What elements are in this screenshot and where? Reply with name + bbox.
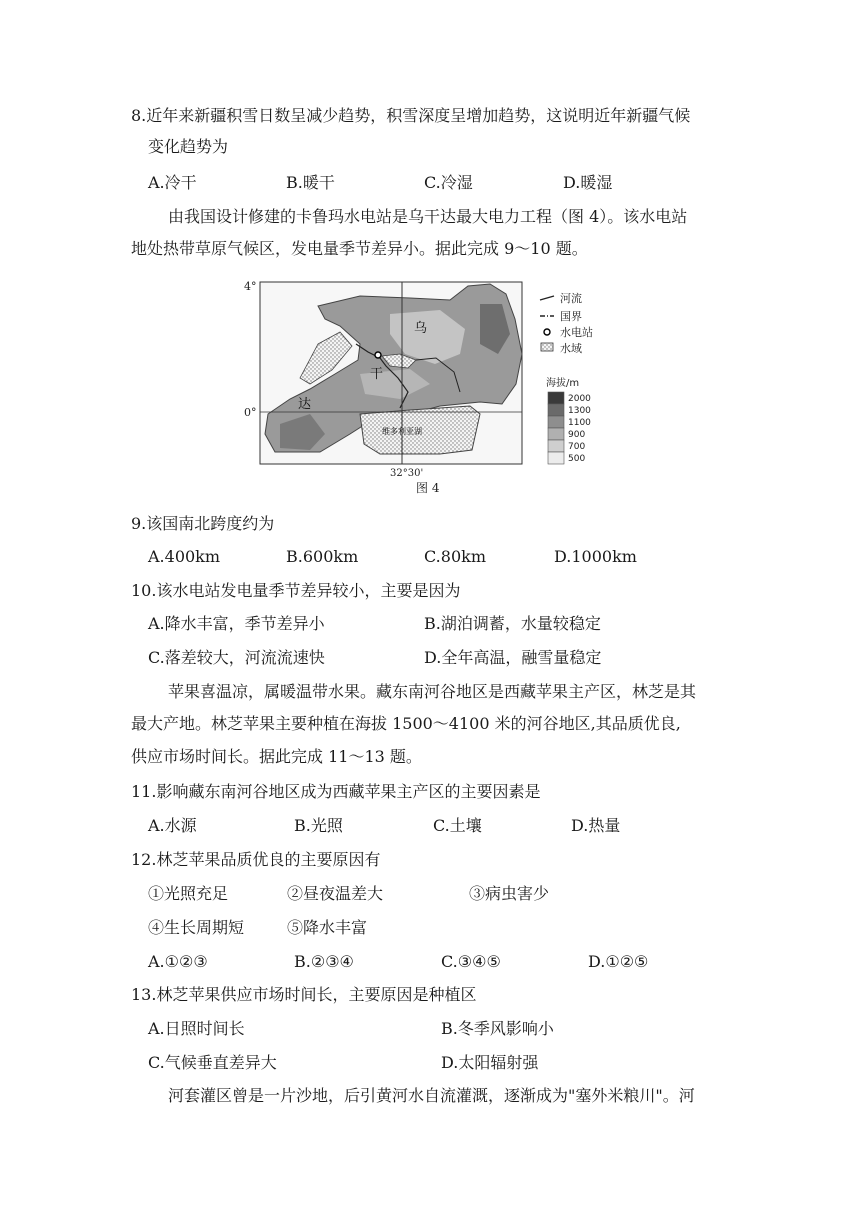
lon-label: 32°30': [390, 468, 424, 479]
elevation-scale: [548, 392, 591, 464]
elevation-value-label: 1100: [568, 418, 591, 428]
q10-stem: 10.该水电站发电量季节差异较小，主要是因为: [131, 581, 461, 600]
elevation-title: 海拔/m: [546, 378, 580, 389]
hydropower-station-marker: [375, 352, 381, 358]
lat-top-label: 4°: [244, 280, 257, 293]
q13-option-b: B.冬季风影响小: [441, 1019, 554, 1038]
q9-option-a: A.400km: [148, 547, 221, 566]
lake-victoria-label: 维多利亚湖: [382, 427, 422, 436]
map-legend: [540, 291, 593, 464]
lat-zero-label: 0°: [244, 406, 257, 419]
intro-11-13-line2: 最大产地。林芝苹果主要种植在海拔 1500～4100 米的河谷地区,其品质优良,: [131, 714, 681, 733]
q8-stem-line1: 8.近年来新疆积雪日数呈减少趋势，积雪深度呈增加趋势，这说明近年新疆气候: [131, 106, 691, 125]
q10-option-b: B.湖泊调蓄，水量较稳定: [424, 614, 601, 633]
q13-stem: 13.林芝苹果供应市场时间长，主要原因是种植区: [131, 985, 477, 1004]
q12-option-c: C.③④⑤: [441, 952, 501, 971]
country-char-2: 干: [370, 367, 384, 382]
intro-11-13-line3: 供应市场时间长。据此完成 11～13 题。: [131, 747, 422, 766]
q12-item-1: ①光照充足: [148, 884, 229, 903]
q9-option-c: C.80km: [424, 547, 486, 566]
legend-water: 水域: [560, 342, 582, 355]
q13-option-a: A.日照时间长: [148, 1019, 245, 1038]
q10-option-c: C.落差较大，河流流速快: [148, 648, 325, 667]
elevation-swatch: [548, 428, 564, 440]
elevation-value-label: 700: [568, 442, 586, 452]
q8-stem-line2: 变化趋势为: [148, 137, 229, 156]
q10-option-a: A.降水丰富，季节差异小: [148, 614, 325, 633]
elevation-swatch: [548, 404, 564, 416]
q8-option-c: C.冷湿: [424, 173, 473, 192]
q12-option-b: B.②③④: [294, 952, 354, 971]
q11-option-d: D.热量: [571, 816, 621, 835]
intro-next-line1: 河套灌区曾是一片沙地，后引黄河水自流灌溉，逐渐成为"塞外米粮川"。河: [168, 1086, 695, 1105]
q12-item-2: ②昼夜温差大: [287, 884, 384, 903]
q12-item-5: ⑤降水丰富: [287, 918, 368, 937]
q11-option-b: B.光照: [294, 816, 343, 835]
elevation-swatch: [548, 416, 564, 428]
elevation-swatch: [548, 440, 564, 452]
elevation-swatch: [548, 452, 564, 464]
elevation-value-label: 1300: [568, 406, 591, 416]
q12-option-a: A.①②③: [148, 952, 208, 971]
legend-border: 国界: [560, 310, 582, 323]
q12-stem: 12.林芝苹果品质优良的主要原因有: [131, 850, 381, 869]
q12-item-3: ③病虫害少: [469, 884, 550, 903]
q11-option-a: A.水源: [148, 816, 197, 835]
q9-option-b: B.600km: [286, 547, 359, 566]
q13-option-d: D.太阳辐射强: [441, 1053, 539, 1072]
intro-9-10-line1: 由我国设计修建的卡鲁玛水电站是乌干达最大电力工程（图 4）。该水电站: [168, 207, 688, 226]
q9-option-d: D.1000km: [554, 547, 637, 566]
country-char-3: 达: [298, 397, 312, 412]
elevation-value-label: 500: [568, 454, 586, 464]
q12-option-d: D.①②⑤: [588, 952, 649, 971]
legend-river: 河流: [560, 292, 582, 305]
intro-9-10-line2: 地处热带草原气候区，发电量季节差异小。据此完成 9～10 题。: [131, 239, 588, 258]
q13-option-c: C.气候垂直差异大: [148, 1053, 277, 1072]
elevation-value-label: 900: [568, 430, 586, 440]
figure-4-map: [240, 274, 620, 496]
figure-caption: 图 4: [416, 481, 440, 495]
q8-option-d: D.暖湿: [563, 173, 613, 192]
q11-stem: 11.影响藏东南河谷地区成为西藏苹果主产区的主要因素是: [131, 782, 541, 801]
q12-item-4: ④生长周期短: [148, 918, 245, 937]
q8-option-a: A.冷干: [148, 173, 197, 192]
legend-station: 水电站: [560, 326, 593, 339]
q9-stem: 9.该国南北跨度约为: [131, 514, 275, 533]
intro-11-13-line1: 苹果喜温凉，属暖温带水果。藏东南河谷地区是西藏苹果主产区，林芝是其: [168, 682, 697, 701]
q10-option-d: D.全年高温，融雪量稳定: [424, 648, 602, 667]
elevation-value-label: 2000: [568, 394, 591, 404]
country-char-1: 乌: [414, 321, 428, 336]
q8-option-b: B.暖干: [286, 173, 335, 192]
q11-option-c: C.土壤: [433, 816, 482, 835]
elevation-swatch: [548, 392, 564, 404]
